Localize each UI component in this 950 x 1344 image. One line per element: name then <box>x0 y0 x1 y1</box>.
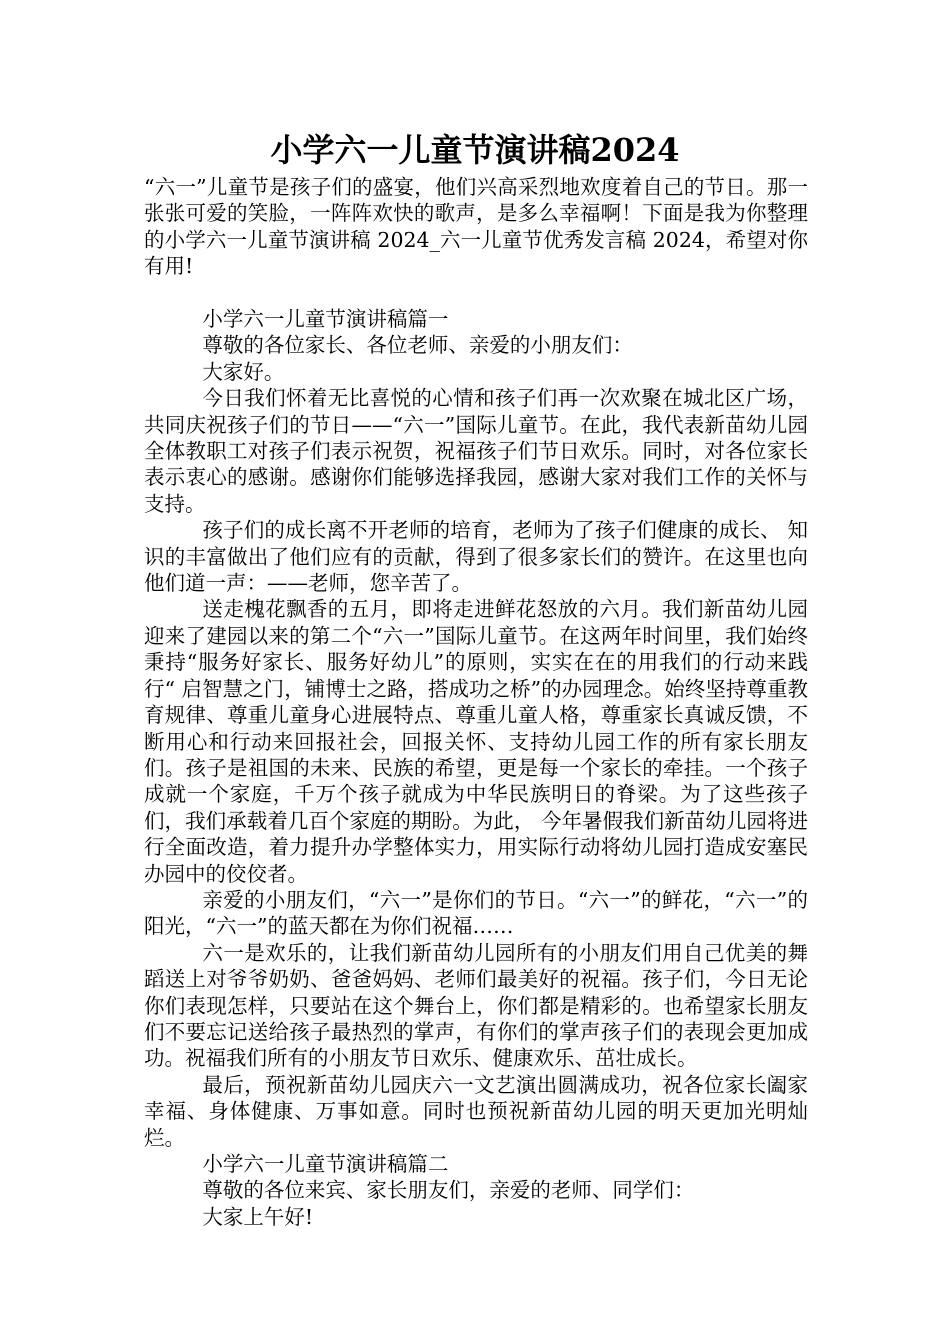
paragraph-gap <box>144 280 808 306</box>
salutation: 尊敬的各位来宾、家长朋友们，亲爱的老师、同学们： <box>202 1178 695 1203</box>
greeting: 大家上午好! <box>202 1204 314 1229</box>
body-paragraph: 今日我们怀着无比喜悦的心情和孩子们再一次欢聚在城北区广场，共同庆祝孩子们的节日——“六一”国际儿童节。在此，我代表新苗幼儿园全体教职工对孩子们表示祝贺，祝福孩子们节日欢乐。同时，对各位家长表示衷心的感谢。感谢你们能够选择我园，感谢大家对我们工作的关怀与支持。 <box>144 386 808 516</box>
document-title: 小学六一儿童节演讲稿2024 <box>270 131 680 169</box>
body-paragraph: 六一是欢乐的，让我们新苗幼儿园所有的小朋友们用自己优美的舞蹈送上对爷爷奶奶、爸爸妈妈、老师们最美好的祝福。孩子们，今日无论你们表现怎样，只要站在这个舞台上，你们都是精彩的。也希望家长朋友们不要忘记送给孩子最热烈的掌声，有你们的掌声孩子们的表现会更加成功。祝福我们所有的小朋友节日欢乐、健康欢乐、茁壮成长。 <box>144 940 808 1071</box>
intro-paragraph: “六一”儿童节是孩子们的盛宴，他们兴高采烈地欢度着自己的节日。那一张张可爱的笑脸，一阵阵欢快的歌声，是多么幸福啊！下面是我为你整理的小学六一儿童节演讲稿 2024_六一儿童节优秀发言稿 2024，希望对你有用! <box>144 175 808 279</box>
body-paragraph: 孩子们的成长离不开老师的培育，老师为了孩子们健康的成长、 知识的丰富做出了他们应有的贡献，得到了很多家长们的赞许。在这里也向他们道一声：——老师，您辛苦了。 <box>144 518 808 596</box>
greeting: 大家好。 <box>202 359 285 384</box>
body-paragraph: 送走槐花飘香的五月，即将走进鲜花怒放的六月。我们新苗幼儿园迎来了建园以来的第二个“六一”国际儿童节。在这两年时间里，我们始终秉持“服务好家长、服务好幼儿”的原则，实实在在的用我们的行动来践行“ 启智慧之门，铺博士之路，搭成功之桥”的办园理念。始终坚持尊重教育规律、尊重儿童身心进展特点、尊重儿童人格，尊重家长真诚反馈，不断用心和行动来回报社会，回报关怀、支持幼儿园工作的所有家长朋友们。孩子是祖国的未来、民族的希望，更是每一个家长的牵挂。一个孩子成就一个家庭，千万个孩子就成为中华民族明日的脊梁。为了这些孩子们，我们承载着几百个家庭的期盼。为此， 今年暑假我们新苗幼儿园将进行全面改造，着力提升办学整体实力，用实际行动将幼儿园打造成安塞民办园中的佼佼者。 <box>144 597 808 886</box>
body-paragraph: 亲爱的小朋友们，“六一”是你们的节日。“六一”的鲜花，“六一”的阳光，“六一”的蓝天都在为你们祝福…… <box>144 887 808 939</box>
section-heading-2: 小学六一儿童节演讲稿篇二 <box>202 1152 449 1177</box>
salutation: 尊敬的各位家长、各位老师、亲爱的小朋友们： <box>202 333 633 358</box>
section-heading-1: 小学六一儿童节演讲稿篇一 <box>202 307 449 332</box>
body-paragraph: 最后，预祝新苗幼儿园庆六一文艺演出圆满成功，祝各位家长阖家幸福、身体健康、万事如意。同时也预祝新苗幼儿园的明天更加光明灿烂。 <box>144 1072 808 1150</box>
document-body <box>144 174 808 1230</box>
